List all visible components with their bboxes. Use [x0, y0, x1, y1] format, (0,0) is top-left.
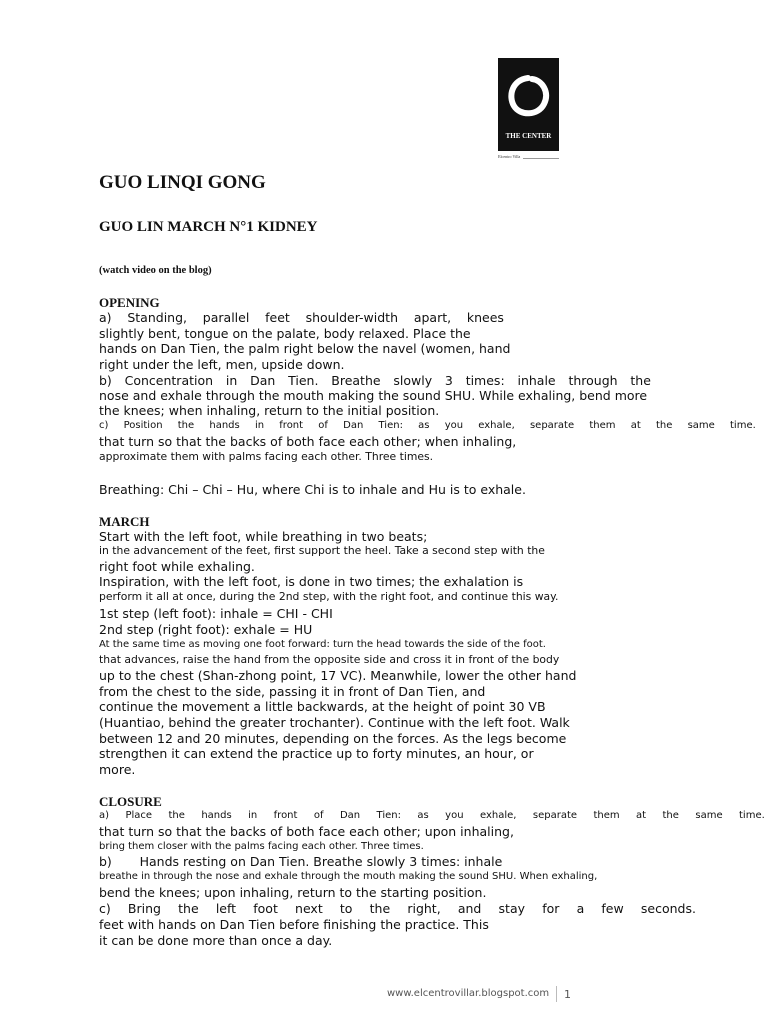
word: Tien: — [378, 420, 403, 431]
word: inhale — [517, 373, 556, 388]
justified-line — [99, 375, 651, 388]
text-line: bring them closer with the palms facing each other. Three times. — [99, 841, 424, 852]
word: Position — [123, 420, 163, 431]
word: the — [369, 901, 391, 916]
text-line: more. — [99, 762, 136, 777]
word: c) — [99, 420, 109, 431]
justified-line — [99, 312, 504, 325]
word: at — [636, 810, 647, 821]
logo-name: THE CENTER — [505, 132, 552, 140]
word: the — [177, 420, 195, 431]
word: next — [295, 901, 323, 916]
page-title: GUO LINQI GONG — [99, 172, 266, 193]
word: hands — [201, 810, 232, 821]
word: Place — [125, 810, 153, 821]
word: as — [417, 810, 429, 821]
text-line: (Huantiao, behind the greater trochanter). Continue with the left foot. Walk — [99, 715, 570, 730]
word: separate — [529, 420, 575, 431]
text-line: right foot while exhaling. — [99, 559, 255, 574]
word: left — [215, 901, 237, 916]
word: in — [254, 420, 265, 431]
text-line: perform it all at once, during the 2nd step, with the right foot, and continue this way. — [99, 590, 559, 603]
text-line: hands on Dan Tien, the palm right below the navel (women, hand — [99, 341, 511, 356]
word: and — [457, 901, 482, 916]
word: a — [576, 901, 585, 916]
word: for — [542, 901, 560, 916]
word: front — [279, 420, 304, 431]
word: a) — [99, 810, 110, 821]
text-line: that turn so that the backs of both face each other; when inhaling, — [99, 434, 517, 449]
text-line: approximate them with palms facing each other. Three times. — [99, 450, 434, 463]
word: of — [318, 420, 328, 431]
text-line: bend the knees; upon inhaling, return to the starting position. — [99, 885, 487, 900]
text-line: between 12 and 20 minutes, depending on the forces. As the legs become — [99, 731, 567, 746]
word: seconds. — [640, 901, 696, 916]
word: the — [168, 810, 185, 821]
text-line: strengthen it can extend the practice up to forty minutes, an hour, or — [99, 746, 534, 761]
word: front — [273, 810, 298, 821]
word: of — [313, 810, 324, 821]
text-line: 1st step (left foot): inhale = CHI - CHI — [99, 606, 333, 621]
logo — [498, 58, 559, 151]
word: b) — [99, 373, 112, 388]
section-heading-opening: OPENING — [99, 295, 160, 310]
word: you — [445, 810, 464, 821]
text-line: Inspiration, with the left foot, is done in two times; the exhalation is — [99, 574, 524, 589]
section-heading-march: MARCH — [99, 514, 150, 529]
word: Dan — [339, 810, 361, 821]
word: 3 — [444, 373, 453, 388]
enso-circle-icon — [498, 58, 559, 132]
word: feet — [265, 310, 290, 325]
word: them — [593, 810, 620, 821]
text-line: b) Hands resting on Dan Tien. Breathe slowly 3 times: inhale — [99, 854, 503, 869]
word: a) — [99, 310, 112, 325]
text-line: in the advancement of the feet, first support the heel. Take a second step with the — [99, 544, 545, 557]
text-line: breathe in through the nose and exhale through the mouth making the sound SHU. When exhaling, — [99, 871, 598, 882]
text-line: that advances, raise the hand from the opposite side and cross it in front of the body — [99, 653, 560, 666]
logo-caption: Elcentro Villa — [498, 154, 521, 159]
word: right, — [407, 901, 441, 916]
word: same — [687, 420, 715, 431]
word: foot — [253, 901, 278, 916]
word: separate — [532, 810, 578, 821]
text-line: up to the chest (Shan-zhong point, 17 VC). Meanwhile, lower the other hand — [99, 668, 577, 683]
text-line: nose and exhale through the mouth making the sound SHU. While exhaling, bend more — [99, 388, 648, 403]
word: parallel — [202, 310, 250, 325]
text-line: Start with the left foot, while breathing in two beats; — [99, 529, 428, 544]
breathing-line: Breathing: Chi – Chi – Hu, where Chi is to inhale and Hu is to exhale. — [99, 482, 526, 497]
text-line: slightly bent, tongue on the palate, body relaxed. Place the — [99, 326, 471, 341]
word: slowly — [393, 373, 433, 388]
word: hands — [209, 420, 240, 431]
text-line: At the same time as moving one foot forward: turn the head towards the side of the foot. — [99, 639, 546, 650]
word: exhale, — [478, 420, 515, 431]
word: knees — [466, 310, 504, 325]
word: Concentration — [124, 373, 214, 388]
word: Breathe — [331, 373, 381, 388]
justified-line — [99, 421, 756, 431]
footer-url: www.elcentrovillar.blogspot.com — [387, 988, 550, 999]
word: the — [655, 420, 673, 431]
word: to — [339, 901, 353, 916]
word: Tien. — [288, 373, 319, 388]
justified-line — [99, 903, 696, 916]
section-heading-closure: CLOSURE — [99, 794, 162, 809]
text-line: it can be done more than once a day. — [99, 933, 333, 948]
word: Standing, — [127, 310, 187, 325]
word: shoulder-width — [305, 310, 399, 325]
word: as — [418, 420, 430, 431]
word: time. — [739, 810, 765, 821]
footer-divider — [556, 986, 557, 1002]
text-line: continue the movement a little backwards, at the height of point 30 VB — [99, 699, 546, 714]
text-line: feet with hands on Dan Tien before finishing the practice. This — [99, 917, 489, 932]
word: through — [568, 373, 618, 388]
text-line: the knees; when inhaling, return to the initial position. — [99, 403, 440, 418]
word: the — [630, 373, 651, 388]
word: the — [662, 810, 679, 821]
word: in — [225, 373, 238, 388]
word: times: — [465, 373, 505, 388]
word: c) — [99, 901, 111, 916]
word: them — [589, 420, 616, 431]
word: time. — [730, 420, 756, 431]
word: the — [178, 901, 199, 916]
word: in — [248, 810, 258, 821]
word: same — [695, 810, 723, 821]
word: Dan — [343, 420, 364, 431]
word: Bring — [127, 901, 161, 916]
word: exhale, — [479, 810, 517, 821]
word: few — [601, 901, 624, 916]
text-line: that turn so that the backs of both face each other; upon inhaling, — [99, 824, 514, 839]
text-line: from the chest to the side, passing it in front of Dan Tien, and — [99, 684, 486, 699]
logo-divider — [523, 158, 559, 159]
word: you — [444, 420, 464, 431]
word: Dan — [250, 373, 276, 388]
text-line: right under the left, men, upside down. — [99, 357, 345, 372]
word: apart, — [413, 310, 452, 325]
text-line: 2nd step (right foot): exhale = HU — [99, 622, 313, 637]
page-number: 1 — [564, 988, 571, 1001]
page-subtitle: GUO LIN MARCH N°1 KIDNEY — [99, 219, 318, 235]
justified-line — [99, 811, 765, 821]
word: at — [630, 420, 641, 431]
video-note: (watch video on the blog) — [99, 265, 212, 276]
word: Tien: — [376, 810, 401, 821]
word: stay — [498, 901, 526, 916]
